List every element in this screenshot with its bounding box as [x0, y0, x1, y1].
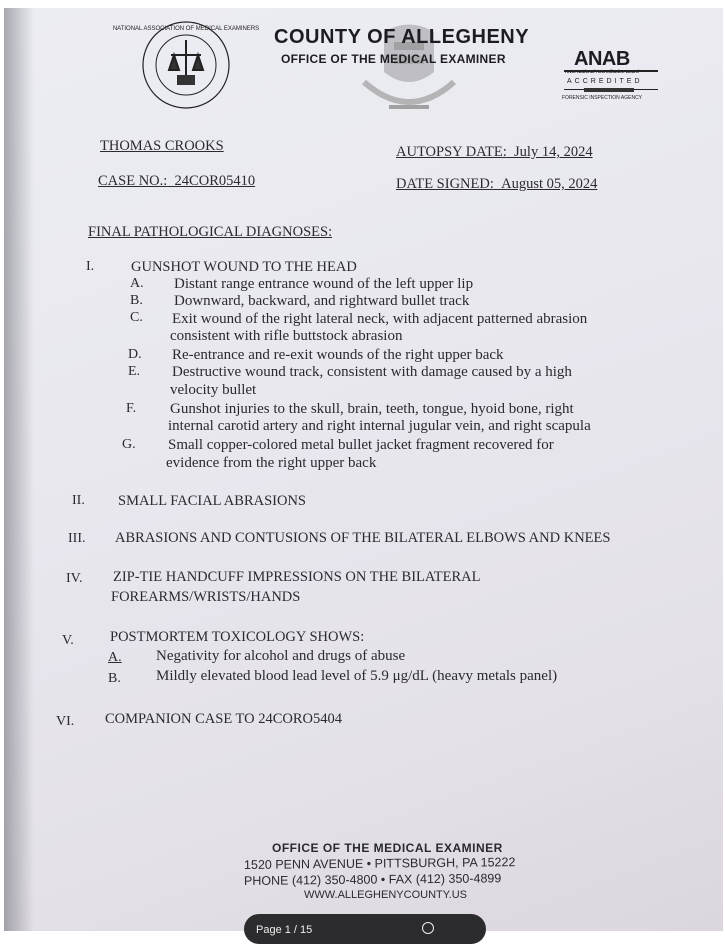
zoom-icon[interactable]	[422, 922, 434, 934]
anab-bar	[564, 88, 658, 93]
diagnosis-number: VI.	[56, 714, 75, 729]
seal-text: NATIONAL ASSOCIATION OF MEDICAL EXAMINERS	[112, 26, 260, 32]
diagnosis-number: II.	[72, 493, 85, 508]
office-title: OFFICE OF THE MEDICAL EXAMINER	[281, 52, 506, 66]
diagnosis-number: I.	[86, 259, 95, 274]
sub-text: Mildly elevated blood lead level of 5.9 μg/dL (heavy metals panel)	[156, 668, 558, 684]
sub-letter: D.	[128, 347, 142, 362]
county-title: COUNTY OF ALLEGHENY	[274, 26, 530, 48]
sub-text: Re-entrance and re-exit wounds of the right upper back	[172, 347, 504, 363]
sub-text: evidence from the right upper back	[166, 455, 377, 471]
diagnosis-number: III.	[68, 531, 86, 546]
diagnosis-title: GUNSHOT WOUND TO THE HEAD	[131, 259, 357, 275]
sub-text: velocity bullet	[170, 382, 257, 398]
page-navigation-bar[interactable]	[244, 914, 486, 944]
diagnosis-title: ABRASIONS AND CONTUSIONS OF THE BILATERAL ELBOWS AND KNEES	[115, 530, 611, 546]
anab-agency: FORENSIC INSPECTION AGENCY	[562, 95, 643, 101]
sub-letter: A.	[130, 276, 144, 291]
footer-office: OFFICE OF THE MEDICAL EXAMINER	[272, 841, 503, 855]
autopsy-date: AUTOPSY DATE: July 14, 2024	[396, 144, 593, 160]
page-shadow	[4, 8, 34, 931]
sub-letter: B.	[108, 671, 121, 686]
page-indicator: Page 1 / 15	[256, 924, 313, 936]
footer-address: 1520 PENN AVENUE • PITTSBURGH, PA 15222	[243, 855, 516, 872]
sub-text: Small copper-colored metal bullet jacket fragment recovered for	[168, 437, 554, 453]
sub-text: Negativity for alcohol and drugs of abuse	[156, 648, 406, 664]
sub-letter: E.	[128, 364, 141, 379]
sub-text: internal carotid artery and right internal jugular vein, and right scapula	[168, 418, 591, 434]
sub-letter: B.	[130, 293, 143, 308]
diagnosis-number: V.	[62, 633, 74, 648]
document-page	[4, 8, 723, 931]
diagnoses-heading: FINAL PATHOLOGICAL DIAGNOSES:	[88, 224, 333, 240]
anab-accredited: ACCREDITED	[567, 78, 643, 85]
sub-text: Downward, backward, and rightward bullet track	[174, 293, 470, 309]
naame-seal-icon	[112, 20, 260, 110]
sub-letter: A.	[108, 650, 122, 665]
sub-text: Destructive wound track, consistent with damage caused by a high	[172, 364, 572, 380]
sub-text: consistent with rifle buttstock abrasion	[170, 328, 403, 344]
sub-text: Gunshot injuries to the skull, brain, teeth, tongue, hyoid bone, right	[170, 401, 574, 417]
diagnosis-title: POSTMORTEM TOXICOLOGY SHOWS:	[110, 629, 365, 645]
diagnosis-title: COMPANION CASE TO 24CORO5404	[105, 711, 343, 727]
sub-text: Distant range entrance wound of the left upper lip	[174, 276, 474, 292]
footer-website: WWW.ALLEGHENYCOUNTY.US	[304, 889, 467, 901]
sub-text: Exit wound of the right lateral neck, with adjacent patterned abrasion	[172, 311, 588, 327]
decedent-name: THOMAS CROOKS	[100, 138, 224, 154]
sub-letter: F.	[126, 401, 137, 416]
anab-logo: ANAB	[574, 48, 630, 70]
footer-phone: PHONE (412) 350-4800 • FAX (412) 350-4899	[243, 871, 502, 888]
case-number: CASE NO.: 24COR05410	[98, 173, 256, 189]
diagnosis-number: IV.	[66, 571, 83, 586]
diagnosis-title: FOREARMS/WRISTS/HANDS	[111, 589, 301, 605]
diagnosis-title: ZIP-TIE HANDCUFF IMPRESSIONS ON THE BILATERAL	[113, 569, 481, 585]
diagnosis-title: SMALL FACIAL ABRASIONS	[118, 493, 306, 509]
anab-subtitle: ANSI National Accreditation Board	[565, 69, 639, 74]
sub-letter: C.	[130, 310, 143, 325]
sub-letter: G.	[122, 437, 136, 452]
date-signed: DATE SIGNED: August 05, 2024	[396, 176, 598, 192]
